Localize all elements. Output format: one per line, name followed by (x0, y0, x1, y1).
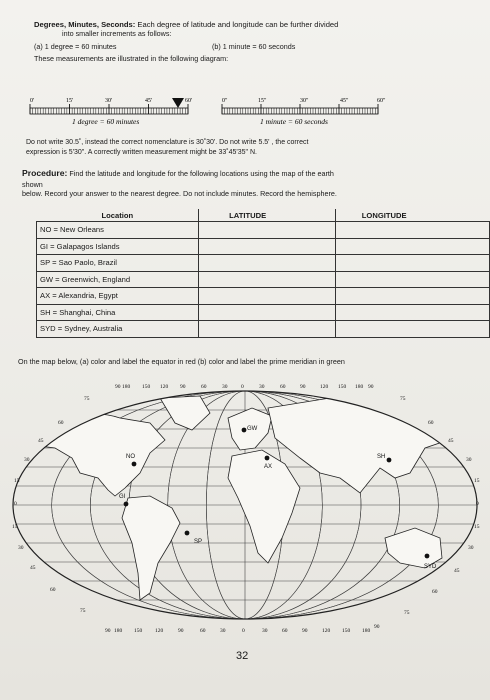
lon-label-top: 90 (180, 384, 186, 390)
ruler-caption: 1 minute = 60 seconds (260, 117, 328, 126)
lat-label-right: 15 (474, 524, 480, 530)
location-cell: AX = Alexandria, Egypt (37, 288, 199, 305)
lat-label-left: 15 (14, 478, 20, 484)
latitude-cell[interactable] (199, 255, 336, 272)
table-row (37, 288, 490, 305)
longitude-cell[interactable] (335, 321, 489, 338)
lon-label-bottom: 150 (134, 628, 143, 634)
lon-label-top: 90 (368, 384, 374, 390)
location-cell: NO = New Orleans (37, 222, 199, 239)
lon-label-bottom: 120 (322, 628, 331, 634)
longitude-cell[interactable] (335, 288, 489, 305)
table-row (37, 321, 490, 338)
ruler-tick-label: 15" (258, 98, 267, 104)
procedure-text-1: Find the latitude and longitude for the following locations using the map of the earth (69, 169, 334, 178)
lat-label-right: 30 (468, 545, 474, 551)
marker-no-label: NO (126, 454, 135, 460)
marker-sh-label: SH (377, 454, 386, 460)
lat-label-left: 60 (50, 587, 56, 593)
ruler-tick-label: 60" (377, 98, 386, 104)
lon-label-bottom: 180 (362, 628, 371, 634)
latitude-cell[interactable] (199, 288, 336, 305)
lon-label-top: 90 (115, 384, 121, 390)
lon-label-top: 150 (142, 384, 151, 390)
page-number: 32 (236, 650, 249, 662)
ruler-tick-label: 60' (185, 98, 193, 104)
lat-label-left: 0 (14, 501, 17, 507)
lat-label-right: 60 (432, 589, 438, 595)
lon-label-bottom: 90 (374, 624, 380, 630)
lon-label-top: 180 (122, 384, 131, 390)
lon-label-top: 60 (280, 384, 286, 390)
ruler-tick-label: 30' (105, 98, 113, 104)
lat-label-right: 45 (454, 568, 460, 574)
south-america (122, 496, 180, 600)
lat-label-right: 15 (474, 478, 480, 484)
marker-gw-label: GW (247, 426, 258, 432)
ruler-caption: 1 degree = 60 minutes (72, 117, 140, 126)
marker-syd-label: SYD (424, 564, 437, 570)
lat-label-left: 45 (30, 565, 36, 571)
longitude-cell[interactable] (335, 255, 489, 272)
minute-ruler (220, 94, 392, 128)
intro-title: Degrees, Minutes, Seconds: (34, 20, 136, 29)
lon-label-bottom: 60 (200, 628, 206, 634)
location-cell: SP = Sao Paolo, Brazil (37, 255, 199, 272)
lat-label-right: 75 (404, 610, 410, 616)
location-cell: SH = Shanghai, China (37, 304, 199, 321)
longitude-cell[interactable] (335, 271, 489, 288)
intro-title-rest: Each degree of latitude and longitude can be further divided (137, 20, 339, 29)
latitude-cell[interactable] (199, 321, 336, 338)
lon-label-top: 60 (201, 384, 207, 390)
lon-label-top: 150 (338, 384, 347, 390)
map-instruction: On the map below, (a) color and label the equator in red (b) color and label the prime meridian in green (18, 357, 345, 366)
table-row (37, 271, 490, 288)
lon-label-top: 120 (320, 384, 329, 390)
marker-syd-dot (425, 554, 430, 559)
lon-label-top: 90 (300, 384, 306, 390)
marker-gw-dot (242, 428, 247, 433)
lon-label-bottom: 0 (242, 628, 245, 634)
asia (268, 398, 460, 493)
marker-sp-label: SP (194, 539, 203, 545)
lon-label-bottom: 90 (302, 628, 308, 634)
lon-label-bottom: 30 (262, 628, 268, 634)
header-latitude: LATITUDE (199, 209, 336, 222)
north-america (30, 414, 165, 496)
procedure-label: Procedure: (22, 168, 68, 178)
degree-ruler (28, 94, 214, 128)
world-map (0, 378, 490, 648)
table-row (37, 304, 490, 321)
lon-label-top: 30 (259, 384, 265, 390)
procedure-line-2: shown (22, 180, 43, 189)
latitude-cell[interactable] (199, 271, 336, 288)
lon-label-bottom: 150 (342, 628, 351, 634)
lon-label-bottom: 90 (105, 628, 111, 634)
lat-label-right: 30 (466, 457, 472, 463)
marker-sp-dot (185, 531, 190, 536)
greenland (160, 396, 210, 430)
lat-label-right: 0 (476, 501, 479, 507)
location-cell: GW = Greenwich, England (37, 271, 199, 288)
marker-no-dot (132, 462, 137, 467)
table-row (37, 222, 490, 239)
lon-label-bottom: 30 (220, 628, 226, 634)
location-cell: SYD = Sydney, Australia (37, 321, 199, 338)
ruler-tick-label: 15' (66, 98, 74, 104)
lon-label-top: 180 (355, 384, 364, 390)
lon-label-top: 30 (222, 384, 228, 390)
intro-line-2: into smaller increments as follows: (62, 29, 172, 38)
marker-ax-dot (265, 456, 270, 461)
table-header-row (37, 209, 490, 222)
lon-label-bottom: 180 (114, 628, 123, 634)
lat-label-left: 15 (12, 524, 18, 530)
marker-ax-label: AX (264, 464, 273, 470)
note-line-1: Do not write 30.5˚, instead the correct nomenclature is 30˚30'. Do not write 5.5' , the correct (26, 139, 309, 146)
ruler-tick-label: 45" (340, 98, 349, 104)
lat-label-left: 45 (38, 438, 44, 444)
lat-label-left: 75 (84, 396, 90, 402)
longitude-cell[interactable] (335, 238, 489, 255)
lon-label-bottom: 60 (282, 628, 288, 634)
marker-gi-label: GI (119, 494, 126, 500)
table-row (37, 255, 490, 272)
latitude-cell[interactable] (199, 238, 336, 255)
location-cell: GI = Galapagos Islands (37, 238, 199, 255)
lon-label-bottom: 90 (178, 628, 184, 634)
latitude-cell[interactable] (199, 222, 336, 239)
note-line-2: expression is 5'30". A correctly written measurement might be 33˚45'35" N. (26, 149, 257, 156)
lon-label-top: 0 (241, 384, 244, 390)
arrow-down-icon (172, 98, 184, 108)
lat-label-right: 60 (428, 420, 434, 426)
procedure-line-1 (22, 168, 334, 179)
table-row (37, 238, 490, 255)
marker-gi-dot (124, 502, 129, 507)
longitude-cell[interactable] (335, 304, 489, 321)
lat-label-right: 45 (448, 438, 454, 444)
longitude-cell[interactable] (335, 222, 489, 239)
ruler-tick-label: 45' (145, 98, 153, 104)
lat-label-left: 30 (24, 457, 30, 463)
procedure-line-3: below. Record your answer to the nearest degree. Do not include minutes. Record the hemisphere. (22, 189, 337, 198)
item-a: (a) 1 degree = 60 minutes (34, 42, 117, 51)
item-b: (b) 1 minute = 60 seconds (212, 42, 296, 51)
ruler-tick-label: 0' (30, 98, 35, 104)
latitude-cell[interactable] (199, 304, 336, 321)
lat-label-left: 60 (58, 420, 64, 426)
header-location: Location (37, 209, 199, 222)
lon-label-bottom: 120 (155, 628, 164, 634)
intro-line-4: These measurements are illustrated in the following diagram: (34, 54, 229, 63)
lat-label-right: 75 (400, 396, 406, 402)
location-table (36, 209, 490, 338)
lat-label-left: 75 (80, 608, 86, 614)
lon-label-top: 120 (160, 384, 169, 390)
header-longitude: LONGITUDE (335, 209, 489, 222)
ruler-tick-label: 0" (222, 98, 228, 104)
marker-sh-dot (387, 458, 392, 463)
lat-label-left: 30 (18, 545, 24, 551)
ruler-tick-label: 30" (300, 98, 309, 104)
